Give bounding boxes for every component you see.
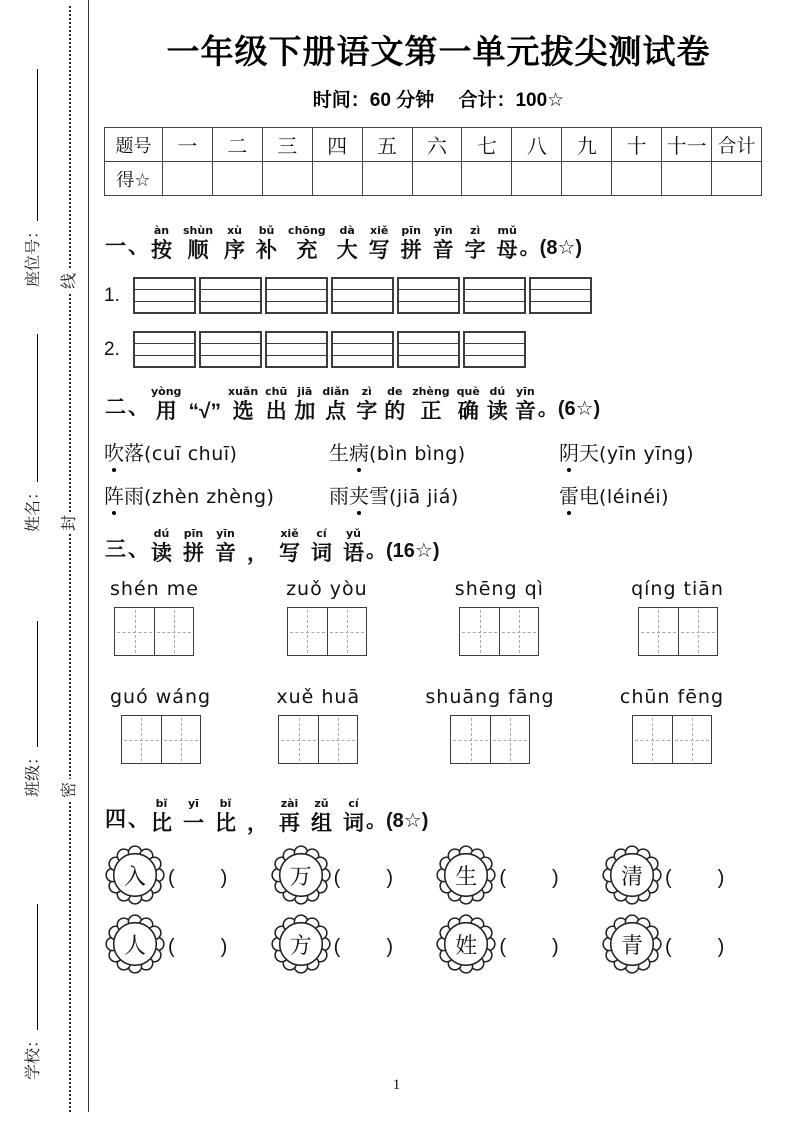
score-cell-empty[interactable] xyxy=(662,162,712,196)
heading-char-with-pinyin xyxy=(322,386,349,422)
dotted-char: 雷 xyxy=(559,480,579,509)
heading-char-with-pinyin xyxy=(265,386,287,422)
heading-char: 读 xyxy=(486,400,508,423)
score-table-col-header: 四 xyxy=(313,128,363,162)
heading-char-with-pinyin xyxy=(457,386,480,422)
class-blank[interactable] xyxy=(25,621,38,747)
heading-char: 点 xyxy=(325,400,347,423)
heading-char-with-pinyin xyxy=(337,225,358,261)
pinyin-annotation: pīn xyxy=(183,527,204,540)
name-label: 姓名： xyxy=(25,483,42,532)
heading-char: 补 xyxy=(256,239,278,262)
heading-char-with-pinyin xyxy=(224,225,245,261)
heading-char: 加 xyxy=(294,400,316,423)
dotted-char: 阴 xyxy=(559,437,579,466)
compare-char: 青 xyxy=(620,932,643,958)
tianzige-grid[interactable] xyxy=(632,715,712,764)
score-table-header-row xyxy=(105,128,762,162)
score-cell-empty[interactable] xyxy=(612,162,662,196)
heading-char-with-pinyin xyxy=(151,528,172,564)
heading-char: 音 xyxy=(432,239,454,262)
compare-char: 姓 xyxy=(455,932,478,958)
pinyin-annotation: bǐ xyxy=(155,797,168,810)
heading-char: 序 xyxy=(224,239,246,262)
tianzige-cell[interactable] xyxy=(161,716,200,763)
compare-char: 生 xyxy=(455,863,478,889)
pinyin-annotation: xiě xyxy=(370,224,389,237)
name-blank[interactable] xyxy=(25,334,38,482)
heading-char: 词 xyxy=(343,812,364,835)
tianzige-cell[interactable] xyxy=(460,608,499,655)
school-blank[interactable] xyxy=(25,904,38,1030)
heading-char-with-pinyin xyxy=(343,528,364,564)
heading-char-with-pinyin xyxy=(497,225,518,261)
pinyin-annotation: xù xyxy=(227,224,243,237)
pinyin-annotation: cí xyxy=(316,527,327,540)
score-cell-empty[interactable] xyxy=(562,162,612,196)
tianzige-cell[interactable] xyxy=(154,608,193,655)
heading-char: 一 xyxy=(183,812,204,835)
compare-word-item xyxy=(601,912,764,976)
word-pinyin: guó wáng xyxy=(110,686,212,708)
flower-character xyxy=(270,843,332,907)
heading-char: 的 xyxy=(384,400,406,423)
score-table xyxy=(104,127,762,196)
question-word: 阵雨 xyxy=(104,480,144,509)
flower-character xyxy=(104,912,166,976)
pinyin-writing-box[interactable] xyxy=(133,331,196,368)
score-table-col-header: 十 xyxy=(612,128,662,162)
question-word: 雨夹雪 xyxy=(329,480,389,509)
pinyin-writing-box[interactable] xyxy=(265,277,328,314)
pinyin-writing-box[interactable] xyxy=(397,331,460,368)
score-cell-empty[interactable] xyxy=(163,162,213,196)
heading-char-with-pinyin xyxy=(465,225,486,261)
pronunciation-question[interactable] xyxy=(559,480,773,509)
pinyin-annotation: xuǎn xyxy=(227,385,259,398)
heading-char-with-pinyin xyxy=(412,386,449,422)
answer-bracket[interactable]: ( ) xyxy=(168,935,230,958)
answer-bracket[interactable]: ( ) xyxy=(333,866,395,889)
pronunciation-question[interactable] xyxy=(329,480,559,509)
heading-char-with-pinyin xyxy=(311,528,332,564)
compare-words-row-2 xyxy=(104,912,764,976)
word-pinyin: zuǒ yòu xyxy=(286,578,368,600)
heading-char: 读 xyxy=(151,542,172,565)
pinyin-annotation: zhèng xyxy=(412,385,450,398)
pinyin-writing-box[interactable] xyxy=(397,277,460,314)
heading-char: 选 xyxy=(232,400,254,423)
pronunciation-row-2 xyxy=(104,480,773,509)
pinyin-annotation: zài xyxy=(280,797,299,810)
heading-char-with-pinyin xyxy=(343,798,364,834)
heading-char-with-pinyin xyxy=(279,798,300,834)
seal-margin xyxy=(0,0,88,1122)
pronunciation-options: (zhèn zhèng) xyxy=(144,486,275,508)
pinyin-annotation: yǔ xyxy=(345,527,361,540)
pinyin-writing-box[interactable] xyxy=(331,277,394,314)
pinyin-writing-box[interactable] xyxy=(199,331,262,368)
score-table-col-header: 五 xyxy=(363,128,413,162)
tianzige-grid[interactable] xyxy=(114,607,194,656)
tianzige-cell[interactable] xyxy=(122,716,161,763)
heading-char: 比 xyxy=(215,812,236,835)
heading-char: 确 xyxy=(457,400,479,423)
compare-char: 方 xyxy=(289,932,312,958)
pinyin-annotation: pīn xyxy=(401,224,421,237)
page-number: 1 xyxy=(392,1077,401,1093)
section-3-points: 。(16☆) xyxy=(366,540,440,562)
heading-char: 顺 xyxy=(187,239,209,262)
score-table-col-header: 三 xyxy=(263,128,313,162)
pinyin-writing-box[interactable] xyxy=(463,331,526,368)
tianzige-cell[interactable] xyxy=(490,716,529,763)
score-table-col-header: 八 xyxy=(512,128,562,162)
word-pinyin: xuě huā xyxy=(276,686,361,708)
heading-char-with-pinyin xyxy=(256,225,277,261)
section-2-heading xyxy=(105,386,773,422)
tianzige-cell[interactable] xyxy=(279,716,318,763)
heading-char: 组 xyxy=(311,812,332,835)
heading-char-with-pinyin xyxy=(487,386,508,422)
heading-char: 词 xyxy=(311,542,332,565)
score-cell-empty[interactable] xyxy=(263,162,313,196)
pinyin-annotation: de xyxy=(387,385,403,398)
answer-bracket[interactable]: ( ) xyxy=(664,866,727,889)
flower-character xyxy=(601,912,663,976)
heading-char-with-pinyin xyxy=(294,386,315,422)
flower-character xyxy=(601,843,663,907)
pinyin-annotation: mǔ xyxy=(497,224,517,237)
heading-char: 充 xyxy=(296,239,318,262)
pinyin-annotation: dú xyxy=(489,385,506,398)
question-word: 生病 xyxy=(329,437,369,466)
pinyin-annotation: jiā xyxy=(297,385,313,398)
pronunciation-options: (léinéi) xyxy=(599,486,670,508)
flower-character xyxy=(435,843,497,907)
heading-char-with-pinyin xyxy=(215,798,236,834)
heading-char: 出 xyxy=(265,400,287,423)
heading-char-with-pinyin xyxy=(247,528,268,564)
dotted-char: 吹 xyxy=(104,437,124,466)
seal-dotted-line xyxy=(69,6,71,1112)
heading-char-with-pinyin xyxy=(151,386,181,422)
section-4-points: 。(8☆) xyxy=(366,810,429,832)
heading-char: 语 xyxy=(343,542,364,565)
seal-char-mi: 密 xyxy=(60,779,80,801)
question-2-number: 2. xyxy=(104,338,120,360)
score-table-col-header: 九 xyxy=(562,128,612,162)
pinyin-annotation: yīn xyxy=(433,224,453,237)
heading-char-with-pinyin xyxy=(228,386,258,422)
score-table-col-header: 十一 xyxy=(662,128,712,162)
tianzige-grid[interactable] xyxy=(459,607,539,656)
compare-char: 人 xyxy=(123,932,146,958)
write-word-item xyxy=(620,686,724,764)
tianzige-cell[interactable] xyxy=(327,608,366,655)
heading-char: 正 xyxy=(420,400,442,423)
heading-char: ， xyxy=(247,542,268,565)
pinyin-annotation: zì xyxy=(361,385,372,398)
write-word-item xyxy=(110,686,211,764)
heading-char: 写 xyxy=(368,239,390,262)
heading-char-with-pinyin xyxy=(311,798,332,834)
pronunciation-options: (yīn yīng) xyxy=(599,443,695,465)
tianzige-grid[interactable] xyxy=(121,715,201,764)
compare-word-item xyxy=(435,912,598,976)
score-table-col-header: 七 xyxy=(462,128,512,162)
tianzige-cell[interactable] xyxy=(672,716,711,763)
heading-char-with-pinyin xyxy=(151,798,172,834)
dotted-char: 病 xyxy=(349,437,369,466)
pronunciation-options: (jiā jiá) xyxy=(389,486,459,508)
exam-meta: 时间：60 分钟 合计：100☆ xyxy=(312,90,565,111)
answer-bracket[interactable]: ( ) xyxy=(664,935,727,958)
heading-char-with-pinyin xyxy=(401,225,422,261)
heading-char: 拼 xyxy=(183,542,204,565)
pinyin-annotation: shùn xyxy=(183,224,214,237)
section-4-heading xyxy=(105,798,773,834)
letters-answer-row-1 xyxy=(104,277,773,314)
section-1-heading xyxy=(105,225,773,261)
heading-char-with-pinyin xyxy=(188,386,221,422)
tianzige-cell[interactable] xyxy=(633,716,672,763)
score-cell-empty[interactable] xyxy=(363,162,413,196)
tianzige-grid[interactable] xyxy=(450,715,530,764)
answer-bracket[interactable]: ( ) xyxy=(168,866,230,889)
score-cell-empty[interactable] xyxy=(313,162,363,196)
heading-char: ， xyxy=(247,812,268,835)
word-pinyin: qíng tiān xyxy=(631,578,724,600)
compare-char: 清 xyxy=(620,863,643,889)
tianzige-cell[interactable] xyxy=(639,608,678,655)
score-cell-empty[interactable] xyxy=(213,162,263,196)
pinyin-annotation: bǔ xyxy=(258,224,275,237)
class-field xyxy=(20,621,43,797)
pinyin-writing-box[interactable] xyxy=(331,331,394,368)
compare-char: 入 xyxy=(123,863,146,889)
write-word-item xyxy=(110,578,199,656)
pinyin-annotation: dà xyxy=(339,224,355,237)
pinyin-annotation: yīn xyxy=(216,527,235,540)
heading-char: 用 xyxy=(155,400,177,423)
heading-char: 大 xyxy=(336,239,358,262)
score-cell-total[interactable] xyxy=(712,162,762,196)
heading-char: 母 xyxy=(496,239,518,262)
pinyin-annotation: diǎn xyxy=(322,385,350,398)
tianzige-grid[interactable] xyxy=(638,607,718,656)
compare-word-item xyxy=(270,912,433,976)
pinyin-annotation: dú xyxy=(153,527,170,540)
pinyin-writing-box[interactable] xyxy=(529,277,592,314)
pinyin-annotation: yòng xyxy=(151,385,182,398)
compare-word-item xyxy=(435,843,598,907)
heading-char: “√” xyxy=(188,400,221,423)
pinyin-writing-box[interactable] xyxy=(265,331,328,368)
section-1-number: 一、 xyxy=(105,235,151,258)
write-word-item xyxy=(425,686,554,764)
heading-char-with-pinyin xyxy=(515,386,536,422)
score-row-label: 得☆ xyxy=(105,162,163,196)
seat-number-field xyxy=(20,69,43,287)
pinyin-annotation: chū xyxy=(265,385,288,398)
write-words-row-1 xyxy=(110,578,724,656)
pinyin-annotation: cí xyxy=(348,797,359,810)
heading-char-with-pinyin xyxy=(183,528,204,564)
pinyin-annotation: àn xyxy=(153,224,170,237)
heading-char: 音 xyxy=(514,400,536,423)
score-table-corner: 题号 xyxy=(105,128,163,162)
score-cell-empty[interactable] xyxy=(413,162,463,196)
heading-char: 再 xyxy=(279,812,300,835)
heading-char-with-pinyin xyxy=(183,225,213,261)
question-word: 雷电 xyxy=(559,480,599,509)
heading-char-with-pinyin xyxy=(215,528,236,564)
flower-character xyxy=(270,912,332,976)
tianzige-cell[interactable] xyxy=(499,608,538,655)
tianzige-grid[interactable] xyxy=(278,715,358,764)
flower-character xyxy=(435,912,497,976)
tianzige-cell[interactable] xyxy=(288,608,327,655)
answer-bracket[interactable]: ( ) xyxy=(499,866,561,889)
write-words-row-2 xyxy=(110,686,724,764)
score-table-col-header: 一 xyxy=(163,128,213,162)
heading-char-with-pinyin xyxy=(151,225,172,261)
section-2-number: 二、 xyxy=(105,396,151,419)
word-pinyin: chūn fēng xyxy=(619,686,724,708)
heading-char: 比 xyxy=(151,812,172,835)
question-word: 吹落 xyxy=(104,437,144,466)
exam-content xyxy=(88,0,793,1122)
letters-answer-row-2 xyxy=(104,331,773,368)
compare-char: 万 xyxy=(289,863,312,889)
score-table-score-row xyxy=(105,162,762,196)
word-pinyin: shén me xyxy=(110,578,199,600)
pinyin-annotation: chōng xyxy=(288,224,326,237)
heading-char-with-pinyin xyxy=(183,798,204,834)
compare-word-item xyxy=(601,843,764,907)
seat-number-label: 座位号： xyxy=(25,222,42,287)
pinyin-annotation: xiě xyxy=(280,527,299,540)
compare-words-row-1 xyxy=(104,843,764,907)
compare-word-item xyxy=(270,843,433,907)
score-table-total-header: 合计 xyxy=(712,128,762,162)
score-table-col-header: 六 xyxy=(413,128,463,162)
pronunciation-options: (bìn bìng) xyxy=(369,443,466,465)
pinyin-annotation: què xyxy=(456,385,480,398)
write-word-item xyxy=(631,578,724,656)
heading-char: 音 xyxy=(215,542,236,565)
pinyin-annotation: zǔ xyxy=(314,797,329,810)
pinyin-writing-box[interactable] xyxy=(463,277,526,314)
heading-char-with-pinyin xyxy=(279,528,300,564)
compare-word-item xyxy=(104,912,267,976)
compare-word-item xyxy=(104,843,267,907)
dotted-char: 夹 xyxy=(349,480,369,509)
seal-char-feng: 封 xyxy=(60,512,80,534)
pinyin-writing-box[interactable] xyxy=(199,277,262,314)
section-2-points: 。(6☆) xyxy=(537,398,601,420)
pinyin-annotation: yīn xyxy=(515,385,535,398)
section-3-number: 三、 xyxy=(105,538,151,561)
page-title: 一年级下册语文第一单元拔尖测试卷 xyxy=(166,33,711,70)
pronunciation-options: (cuī chuī) xyxy=(144,443,238,465)
heading-char: 写 xyxy=(279,542,300,565)
seat-number-blank[interactable] xyxy=(25,69,38,221)
score-cell-empty[interactable] xyxy=(462,162,512,196)
section-4-number: 四、 xyxy=(105,808,151,831)
school-label: 学校： xyxy=(25,1031,42,1080)
answer-bracket[interactable]: ( ) xyxy=(499,935,561,958)
pinyin-annotation: yī xyxy=(188,797,199,810)
write-word-item xyxy=(455,578,544,656)
heading-char-with-pinyin xyxy=(288,225,326,261)
heading-char: 字 xyxy=(464,239,486,262)
pinyin-writing-box[interactable] xyxy=(133,277,196,314)
score-table-col-header: 二 xyxy=(213,128,263,162)
heading-char: 按 xyxy=(151,239,172,262)
tianzige-cell[interactable] xyxy=(451,716,490,763)
answer-bracket[interactable]: ( ) xyxy=(333,935,395,958)
question-1-number: 1. xyxy=(104,284,120,306)
school-field xyxy=(20,904,43,1080)
word-pinyin: shēng qì xyxy=(454,578,544,600)
tianzige-cell[interactable] xyxy=(115,608,154,655)
heading-char-with-pinyin xyxy=(369,225,390,261)
section-1-points: 。(8☆) xyxy=(519,237,583,259)
pronunciation-question[interactable] xyxy=(104,437,329,466)
section-3-heading xyxy=(105,528,773,564)
heading-char-with-pinyin xyxy=(433,225,454,261)
heading-char: 拼 xyxy=(400,239,422,262)
heading-char-with-pinyin xyxy=(356,386,377,422)
pronunciation-question[interactable] xyxy=(329,437,559,466)
tianzige-cell[interactable] xyxy=(318,716,357,763)
question-word: 阴天 xyxy=(559,437,599,466)
tianzige-grid[interactable] xyxy=(287,607,367,656)
heading-char: 字 xyxy=(356,400,378,423)
write-word-item xyxy=(286,578,368,656)
seal-char-xian: 线 xyxy=(60,270,80,292)
pinyin-annotation: zì xyxy=(470,224,481,237)
write-word-item xyxy=(276,686,360,764)
flower-character xyxy=(104,843,166,907)
name-field xyxy=(20,334,43,532)
pronunciation-question[interactable] xyxy=(559,437,773,466)
heading-char-with-pinyin xyxy=(247,798,268,834)
dotted-char: 阵 xyxy=(104,480,124,509)
pronunciation-row-1 xyxy=(104,437,773,466)
pronunciation-question[interactable] xyxy=(104,480,329,509)
heading-char-with-pinyin xyxy=(384,386,405,422)
class-label: 班级： xyxy=(25,748,42,797)
word-pinyin: shuāng fāng xyxy=(425,686,555,708)
score-cell-empty[interactable] xyxy=(512,162,562,196)
pinyin-annotation: bǐ xyxy=(219,797,232,810)
tianzige-cell[interactable] xyxy=(678,608,717,655)
